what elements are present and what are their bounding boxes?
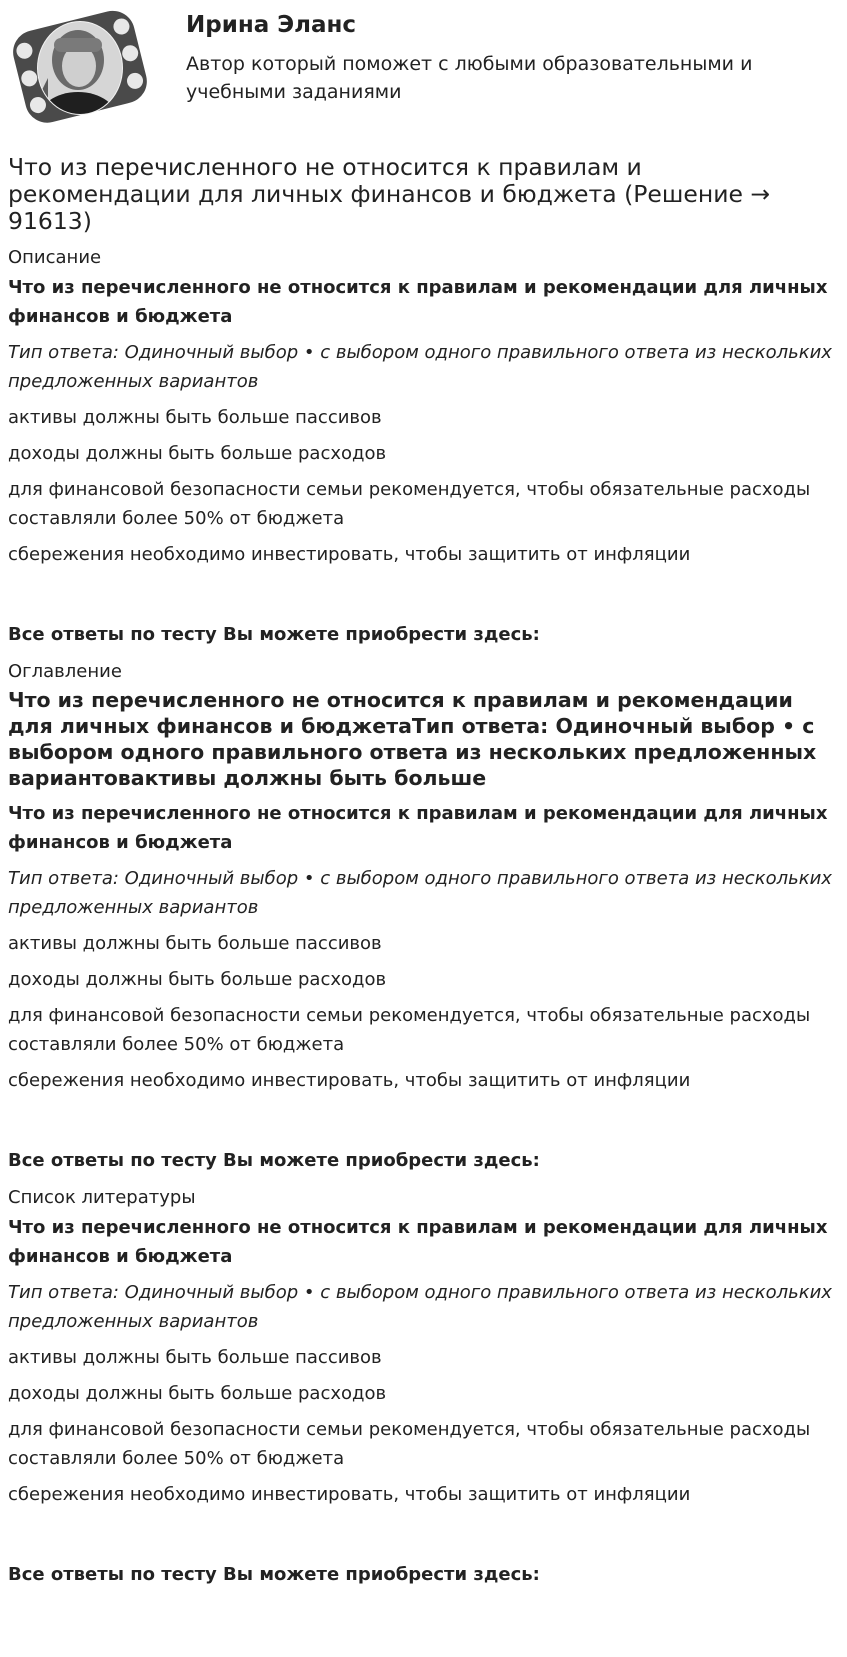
section-table-of-contents	[8, 661, 839, 1172]
avatar-film-frame-image	[8, 8, 151, 126]
answer-option: сбережения необходимо инвестировать, чтобы защитить от инфляции	[8, 1070, 691, 1091]
author-header	[0, 0, 847, 140]
answer-option: для финансовой безопасности семьи рекомендуется, чтобы обязательные расходы составляли более 50% от бюджета	[8, 479, 811, 529]
buy-answers-link[interactable]: Все ответы по тесту Вы можете приобрести здесь:	[8, 624, 540, 645]
section-label: Список литературы	[8, 1187, 196, 1208]
author-description: Автор который поможет с любыми образовательными и учебными заданиями	[186, 53, 753, 103]
author-name[interactable]: Ирина Эланс	[186, 12, 357, 38]
section-description	[8, 247, 839, 646]
answer-option: активы должны быть больше пассивов	[8, 933, 382, 954]
toc-heading: Что из перечисленного не относится к правилам и рекомендации для личных финансов и бюджетаТип ответа: Одиночный выбор • с выбором одного правильного ответа из нескольких предложенных вариантовактивы должны быть больше	[8, 688, 817, 790]
buy-answers-link[interactable]: Все ответы по тесту Вы можете приобрести здесь:	[8, 1564, 540, 1585]
answer-option: для финансовой безопасности семьи рекомендуется, чтобы обязательные расходы составляли более 50% от бюджета	[8, 1419, 811, 1469]
buy-answers-link[interactable]: Все ответы по тесту Вы можете приобрести здесь:	[8, 1150, 540, 1171]
answer-option: сбережения необходимо инвестировать, чтобы защитить от инфляции	[8, 1484, 691, 1505]
question-text: Что из перечисленного не относится к правилам и рекомендации для личных финансов и бюджета	[8, 803, 828, 853]
question-text: Что из перечисленного не относится к правилам и рекомендации для личных финансов и бюджета	[8, 1217, 828, 1267]
author-avatar[interactable]	[8, 8, 151, 126]
main-content	[0, 154, 847, 1586]
question-text: Что из перечисленного не относится к правилам и рекомендации для личных финансов и бюджета	[8, 277, 828, 327]
answer-option: активы должны быть больше пассивов	[8, 407, 382, 428]
section-bibliography	[8, 1187, 839, 1586]
section-label: Описание	[8, 247, 102, 268]
answer-option: доходы должны быть больше расходов	[8, 969, 387, 990]
page-title: Что из перечисленного не относится к правилам и рекомендации для личных финансов и бюджета (Решение → 91613)	[8, 153, 771, 235]
answer-option: для финансовой безопасности семьи рекомендуется, чтобы обязательные расходы составляли более 50% от бюджета	[8, 1005, 811, 1055]
answer-type: Тип ответа: Одиночный выбор • с выбором одного правильного ответа из нескольких предложенных вариантов	[8, 342, 832, 392]
answer-option: сбережения необходимо инвестировать, чтобы защитить от инфляции	[8, 544, 691, 565]
answer-option: доходы должны быть больше расходов	[8, 443, 387, 464]
answer-option: активы должны быть больше пассивов	[8, 1347, 382, 1368]
answer-type: Тип ответа: Одиночный выбор • с выбором одного правильного ответа из нескольких предложенных вариантов	[8, 868, 832, 918]
answer-option: доходы должны быть больше расходов	[8, 1383, 387, 1404]
section-label: Оглавление	[8, 661, 122, 682]
answer-type: Тип ответа: Одиночный выбор • с выбором одного правильного ответа из нескольких предложенных вариантов	[8, 1282, 832, 1332]
